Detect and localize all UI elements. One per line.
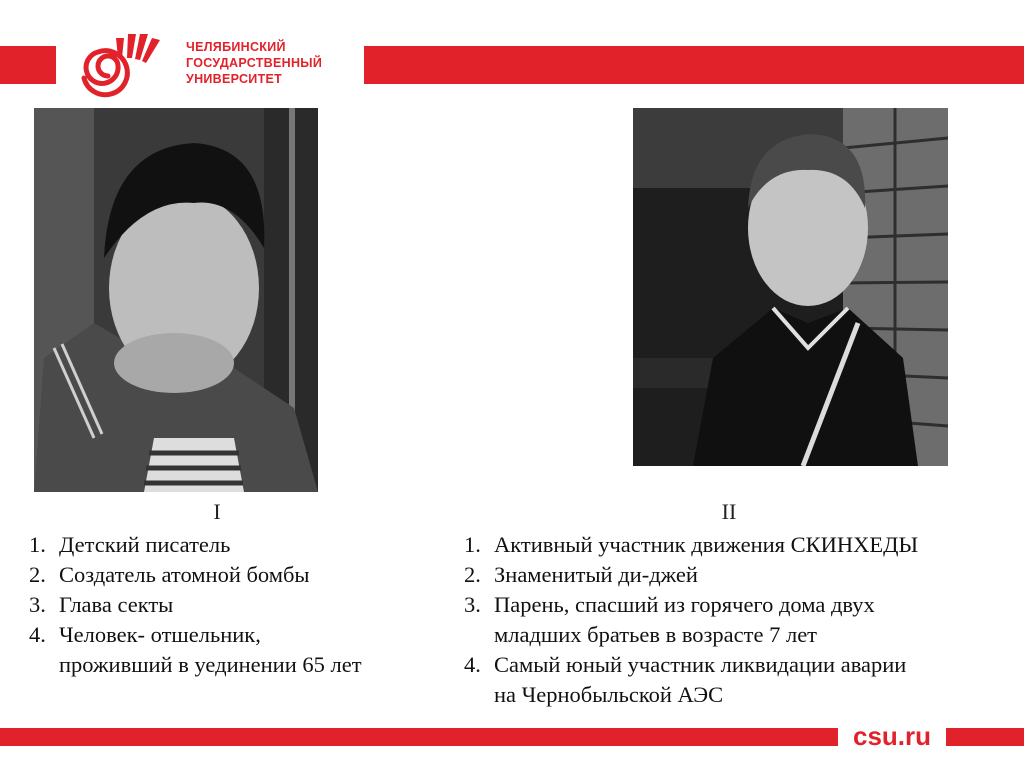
university-logo-icon: [78, 30, 170, 100]
university-name: [186, 39, 322, 87]
list-item: [29, 530, 362, 560]
right-list: [464, 530, 918, 710]
list-item: [29, 560, 362, 590]
photo-young-man: [633, 108, 948, 466]
photo-older-man: [34, 108, 318, 492]
header-band-right: [364, 46, 1024, 84]
list-item: [464, 590, 918, 650]
list-item-text: Активный участник движения СКИНХЕДЫ: [494, 532, 919, 557]
list-item: [464, 560, 918, 590]
list-item-text: Самый юный участник ликвидации аварии: [494, 652, 907, 677]
university-name-line: ГОСУДАРСТВЕННЫЙ: [186, 56, 323, 70]
list-item-text: на Чернобыльской АЭС: [494, 682, 724, 707]
university-name-line: ЧЕЛЯБИНСКИЙ: [186, 40, 286, 54]
list-item: [464, 530, 918, 560]
list-item-number: 4.: [29, 622, 46, 647]
header-band-left: [0, 46, 56, 84]
list-item-text: Знаменитый ди-джей: [494, 562, 698, 587]
list-item-text: Детский писатель: [59, 532, 231, 557]
column-number: I: [213, 499, 221, 524]
university-name-line: УНИВЕРСИТЕТ: [186, 72, 283, 86]
list-item-number: 2.: [464, 562, 481, 587]
list-item-number: 3.: [464, 592, 481, 617]
list-item-number: 1.: [464, 532, 481, 557]
list-item: [464, 650, 918, 710]
list-item-text: Человек- отшельник,: [59, 622, 261, 647]
list-item: [29, 620, 362, 680]
list-item-text: младших братьев в возрасте 7 лет: [494, 622, 818, 647]
list-item: [29, 590, 362, 620]
list-item-number: 2.: [29, 562, 46, 587]
column-number: II: [721, 499, 737, 524]
list-item-number: 3.: [29, 592, 46, 617]
left-list: [29, 530, 362, 680]
footer-band-right: [946, 728, 1024, 746]
list-item-text: Глава секты: [59, 592, 174, 617]
list-item-text: проживший в уединении 65 лет: [59, 652, 362, 677]
footer-url: csu.ru: [853, 721, 932, 751]
list-item-number: 1.: [29, 532, 46, 557]
footer-band-left: [0, 728, 838, 746]
list-item-text: Парень, спасший из горячего дома двух: [494, 592, 875, 617]
list-item-text: Создатель атомной бомбы: [59, 562, 310, 587]
list-item-number: 4.: [464, 652, 481, 677]
